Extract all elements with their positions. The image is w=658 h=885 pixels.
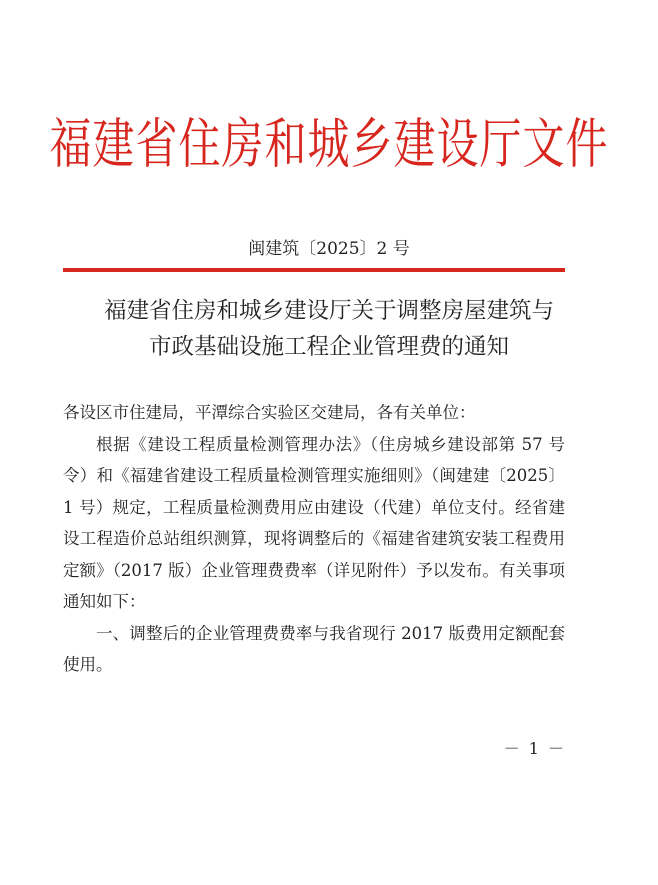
notice-title-line-1: 福建省住房和城乡建设厅关于调整房屋建筑与 (103, 298, 554, 324)
salutation: 各设区市住建局，平潭综合实验区交建局，各有关单位： (63, 403, 476, 422)
issuer-header-title: 福建省住房和城乡建设厅文件 (49, 112, 609, 176)
body-paragraph-2: 一、调整后的企业管理费费率与我省现行 2017 版费用定额配套使用。 (63, 623, 565, 674)
body-paragraph-1: 根据《建设工程质量检测管理办法》（住房城乡建设部第 57 号令）和《福建省建设工程质量检测管理实施细则》（闽建建〔2025〕1 号）规定，工程质量检测费用应由建设（代建）单位支付。经省建设工程造价总站组织测算，现将调整后的《福建省建筑安装工程费用定额》（2017 版）企业管理费费率（详见附件）予以发布。有关事项通知如下： (63, 434, 565, 611)
page-number: － 1 － (503, 739, 566, 758)
red-divider-line (63, 268, 565, 272)
notice-title (0, 293, 658, 365)
document-number: 闽建筑〔2025〕2 号 (248, 239, 410, 259)
document-body (63, 397, 565, 681)
notice-title-line-2: 市政基础设施工程企业管理费的通知 (148, 334, 509, 360)
